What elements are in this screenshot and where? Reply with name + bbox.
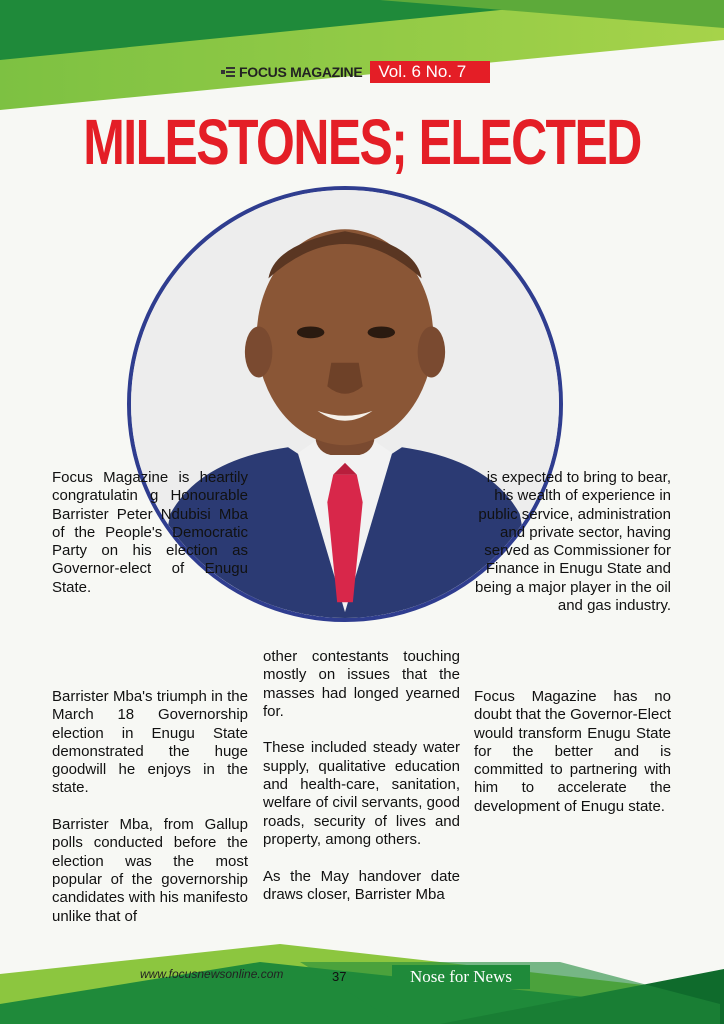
- paragraph: These included steady water supply, qualitative education and health-care, sanitation, welfare of civil servants, good roads, security of lives and property, among others.: [263, 739, 460, 848]
- volume-badge: Vol. 6 No. 7: [370, 61, 490, 83]
- article-column-right-top: [474, 469, 671, 634]
- top-decorative-band: [0, 0, 724, 110]
- website-link[interactable]: www.focusnewsonline.com: [140, 967, 284, 981]
- page-title: MILESTONES; ELECTED: [83, 106, 641, 178]
- paragraph: Barrister Mba's triumph in the March 18 Governorship election in Enugu State demonstrated the huge goodwill he enjoys in the state.: [52, 688, 248, 797]
- magazine-header: [221, 61, 490, 83]
- page-number: 37: [332, 969, 347, 984]
- paragraph: is expected to bring to bear, his wealth of experience in public service, administration and private sector, having served as Commissioner for Finance in Enugu State and being a major player in the oil and gas industry.: [475, 469, 671, 615]
- article-column-left: [52, 688, 248, 944]
- paragraph: Focus Magazine has no doubt that the Governor-Elect would transform Enugu State for the better and is committed to partnering with him to accelerate the development of Enugu state.: [474, 688, 671, 815]
- paragraph: Barrister Mba, from Gallup polls conducted before the election was the most popular of the governorship candidates with his manifesto unlike that of: [52, 816, 248, 925]
- paragraph: other contestants touching mostly on issues that the masses had longed yearned for.: [263, 648, 460, 720]
- magazine-logo: [221, 64, 362, 80]
- paragraph: As the May handover date draws closer, Barrister Mba: [263, 867, 460, 903]
- bottom-decorative-band: [0, 934, 724, 1024]
- article-column-middle: [263, 648, 460, 922]
- magazine-name: FOCUS MAGAZINE: [239, 64, 363, 80]
- tagline-badge: Nose for News: [392, 965, 530, 989]
- paragraph: Focus Magazine is heartily congratulatin g Honourable Barrister Peter Ndubisi Mba of the People's Democratic Party on his election as Governor-elect of Enugu State.: [52, 469, 248, 596]
- magazine-logo-icon: [221, 66, 235, 78]
- article-column-left-top: [52, 469, 248, 615]
- article-column-right: [474, 688, 671, 834]
